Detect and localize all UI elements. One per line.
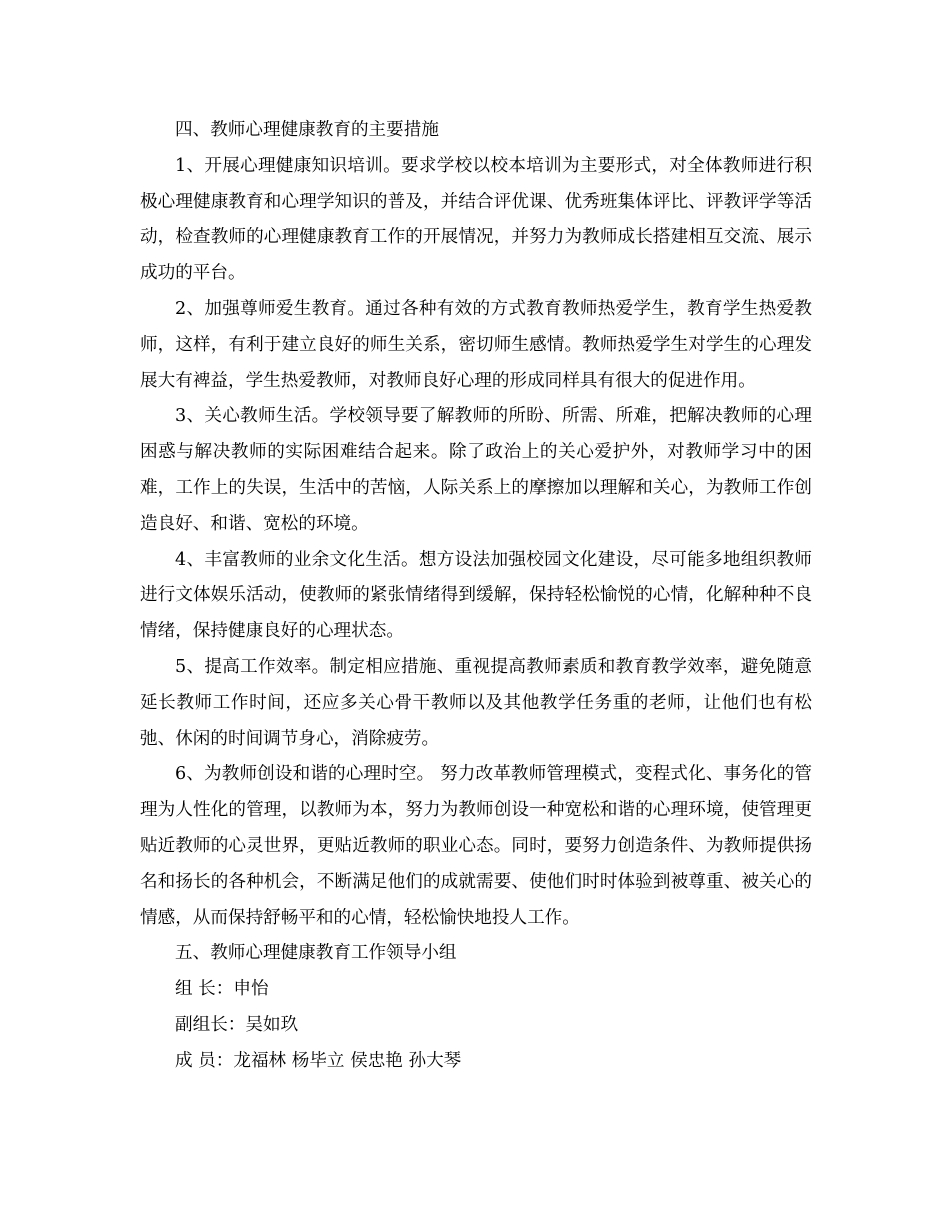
document-body (140, 113, 812, 1080)
group-leader: 组 长：申怡 (175, 979, 269, 1000)
group-members: 成 员：龙福林 杨毕立 侯忠艳 孙大琴 (175, 1050, 462, 1071)
measure-paragraph-6: 6、为教师创设和谐的心理时空。 努力改革教师管理模式，变程式化、事务化的管理为人性化的管理，以教师为本，努力为教师创设一种宽松和谐的心理环境，使管理更贴近教师的心灵世界，更贴近教师的职业心态。同时，要努力创造条件、为教师提供扬名和扬长的各种机会，不断满足他们的成就需要、使他们时时体验到被尊重、被关心的情感，从而保持舒畅平和的心情，轻松愉快地投人工作。 (140, 764, 812, 928)
measure-paragraph-4: 4、丰富教师的业余文化生活。想方设法加强校园文化建设，尽可能多地组织教师进行文体娱乐活动，使教师的紧张情绪得到缓解，保持轻松愉悦的心情，化解种种不良情绪，保持健康良好的心理状态。 (140, 549, 812, 642)
section-heading: 四、教师心理健康教育的主要措施 (175, 120, 439, 140)
group-deputy-leader: 副组长：吴如玖 (175, 1014, 299, 1035)
measure-paragraph-5: 5、提高工作效率。制定相应措施、重视提高教师素质和教育教学效率，避免随意延长教师工作时间，还应多关心骨干教师以及其他教学任务重的老师，让他们也有松弛、休闲的时间调节身心，消除疲劳。 (140, 656, 812, 749)
measure-paragraph-3: 3、关心教师生活。学校领导要了解教师的所盼、所需、所难，把解决教师的心理困惑与解决教师的实际困难结合起来。除了政治上的关心爱护外，对教师学习中的困难，工作上的失误，生活中的苦恼，人际关系上的摩擦加以理解和关心，为教师工作创造良好、和谐、宽松的环境。 (140, 406, 812, 534)
measure-paragraph-2: 2、加强尊师爱生教育。通过各种有效的方式教育教师热爱学生，教育学生热爱教师，这样，有利于建立良好的师生关系，密切师生感情。教师热爱学生对学生的心理发展大有裨益，学生热爱教师，对教师良好心理的形成同样具有很大的促进作用。 (140, 298, 812, 391)
measure-paragraph-1: 1、开展心理健康知识培训。要求学校以校本培训为主要形式，对全体教师进行积极心理健康教育和心理学知识的普及，并结合评优课、优秀班集体评比、评教评学等活动，检查教师的心理健康教育工作的开展情况，并努力为教师成长搭建相互交流、展示成功的平台。 (140, 155, 812, 284)
section-heading: 五、教师心理健康教育工作领导小组 (175, 943, 457, 964)
